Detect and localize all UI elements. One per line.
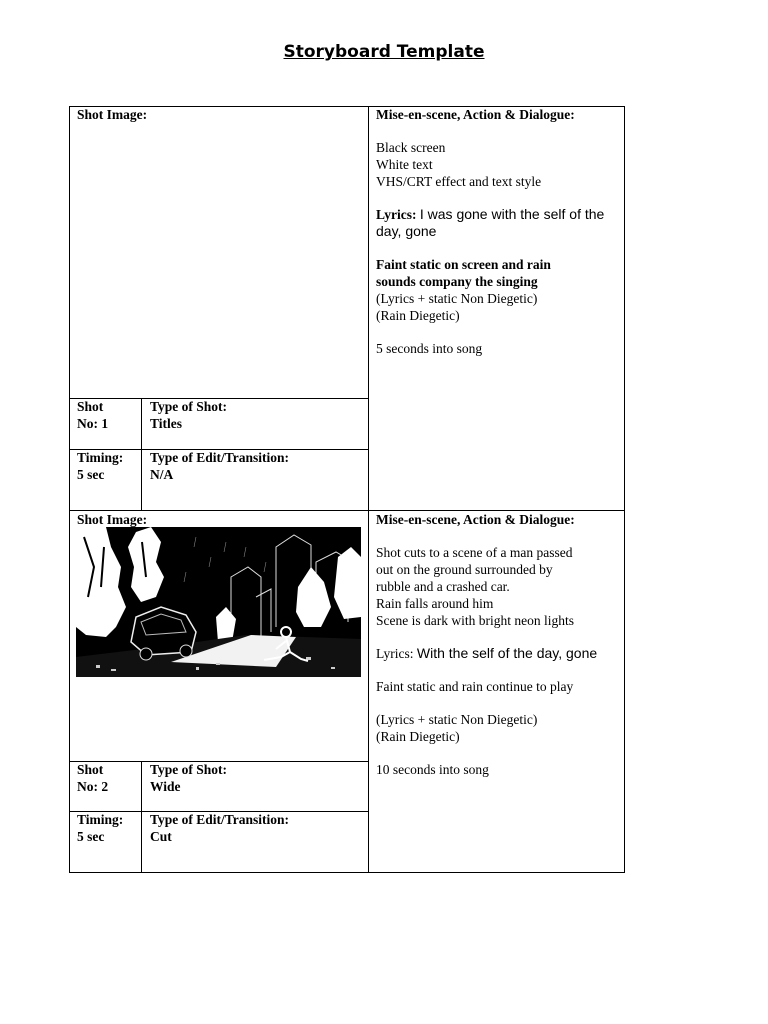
shot2-timing-value: 5 sec xyxy=(77,829,105,844)
shot1-time-into-song: 5 seconds into song xyxy=(376,341,483,356)
shot2-mise-label: Mise-en-scene, Action & Dialogue: xyxy=(376,512,575,527)
shot2-mise-line: Shot cuts to a scene of a man passed xyxy=(376,545,573,560)
shot1-diegetic: (Rain Diegetic) xyxy=(376,308,460,323)
shot1-diegetic: (Lyrics + static Non Diegetic) xyxy=(376,291,538,306)
shot2-lyrics-label: Lyrics: xyxy=(376,646,414,661)
shot1-info-divider xyxy=(141,398,142,510)
shot1-timing-value: 5 sec xyxy=(77,467,105,482)
shot2-edit-label: Type of Edit/Transition: xyxy=(150,812,290,827)
shot2-diegetic: (Rain Diegetic) xyxy=(376,729,460,744)
shot2-type-label: Type of Shot: xyxy=(150,762,228,777)
shot2-time-into-song: 10 seconds into song xyxy=(376,762,489,777)
column-divider xyxy=(368,106,369,873)
shot1-shot-number xyxy=(77,398,108,432)
page-title: Storyboard Template xyxy=(283,42,485,62)
shot2-shot-no: No: 2 xyxy=(77,779,109,794)
shot2-mise-line: Scene is dark with bright neon lights xyxy=(376,613,574,628)
shot1-mise-line: VHS/CRT effect and text style xyxy=(376,174,542,189)
shot2-mise-en-scene xyxy=(376,511,616,778)
shot2-diegetic: (Lyrics + static Non Diegetic) xyxy=(376,712,538,727)
shot2-mise-line: Rain falls around him xyxy=(376,596,494,611)
shot1-mise-en-scene xyxy=(376,106,616,357)
shot1-timing-label: Timing: xyxy=(77,450,124,465)
shot1-bold-note: sounds company the singing xyxy=(376,274,538,289)
shot1-mise-line: Black screen xyxy=(376,140,446,155)
shot2-static-note: Faint static and rain continue to play xyxy=(376,679,574,694)
shot1-mise-label: Mise-en-scene, Action & Dialogue: xyxy=(376,107,575,122)
shot1-image-label: Shot Image: xyxy=(77,107,148,122)
shot2-mise-line: out on the ground surrounded by xyxy=(376,562,553,577)
shot1-mise-line: White text xyxy=(376,157,433,172)
shot2-lyrics xyxy=(376,645,616,662)
shot2-shot-number xyxy=(77,761,108,795)
shot1-timing xyxy=(77,449,123,483)
shot2-timing xyxy=(77,811,123,845)
shot2-edit-value: Cut xyxy=(150,829,172,844)
shot1-edit xyxy=(150,449,289,483)
shot1-edit-value: N/A xyxy=(150,467,174,482)
shot2-mise-line: rubble and a crashed car. xyxy=(376,579,510,594)
night-street-illustration xyxy=(76,527,361,677)
shot2-image-label: Shot Image: xyxy=(77,512,148,527)
shot1-type-of-shot xyxy=(150,398,227,432)
shot1-type-label: Type of Shot: xyxy=(150,399,228,414)
shot1-bold-note: Faint static on screen and rain xyxy=(376,257,551,272)
shot1-type-value: Titles xyxy=(150,416,183,431)
shot2-timing-label: Timing: xyxy=(77,812,124,827)
shot2-info-divider xyxy=(141,761,142,873)
shot1-lyrics-label: Lyrics: xyxy=(376,207,417,222)
shot2-storyboard-image xyxy=(76,527,361,677)
shot1-shot-no: No: 1 xyxy=(77,416,109,431)
shot1-shot-label: Shot xyxy=(77,399,104,414)
shot1-lyrics xyxy=(376,206,616,240)
shot2-type-value: Wide xyxy=(150,779,181,794)
shot1-edit-label: Type of Edit/Transition: xyxy=(150,450,290,465)
shot2-shot-label: Shot xyxy=(77,762,104,777)
shot2-edit xyxy=(150,811,289,845)
shot2-lyrics-text: With the self of the day, gone xyxy=(416,645,598,661)
shot1-lyrics-text: I was gone with the self of the day, gone xyxy=(376,206,605,239)
shot2-type-of-shot xyxy=(150,761,227,795)
